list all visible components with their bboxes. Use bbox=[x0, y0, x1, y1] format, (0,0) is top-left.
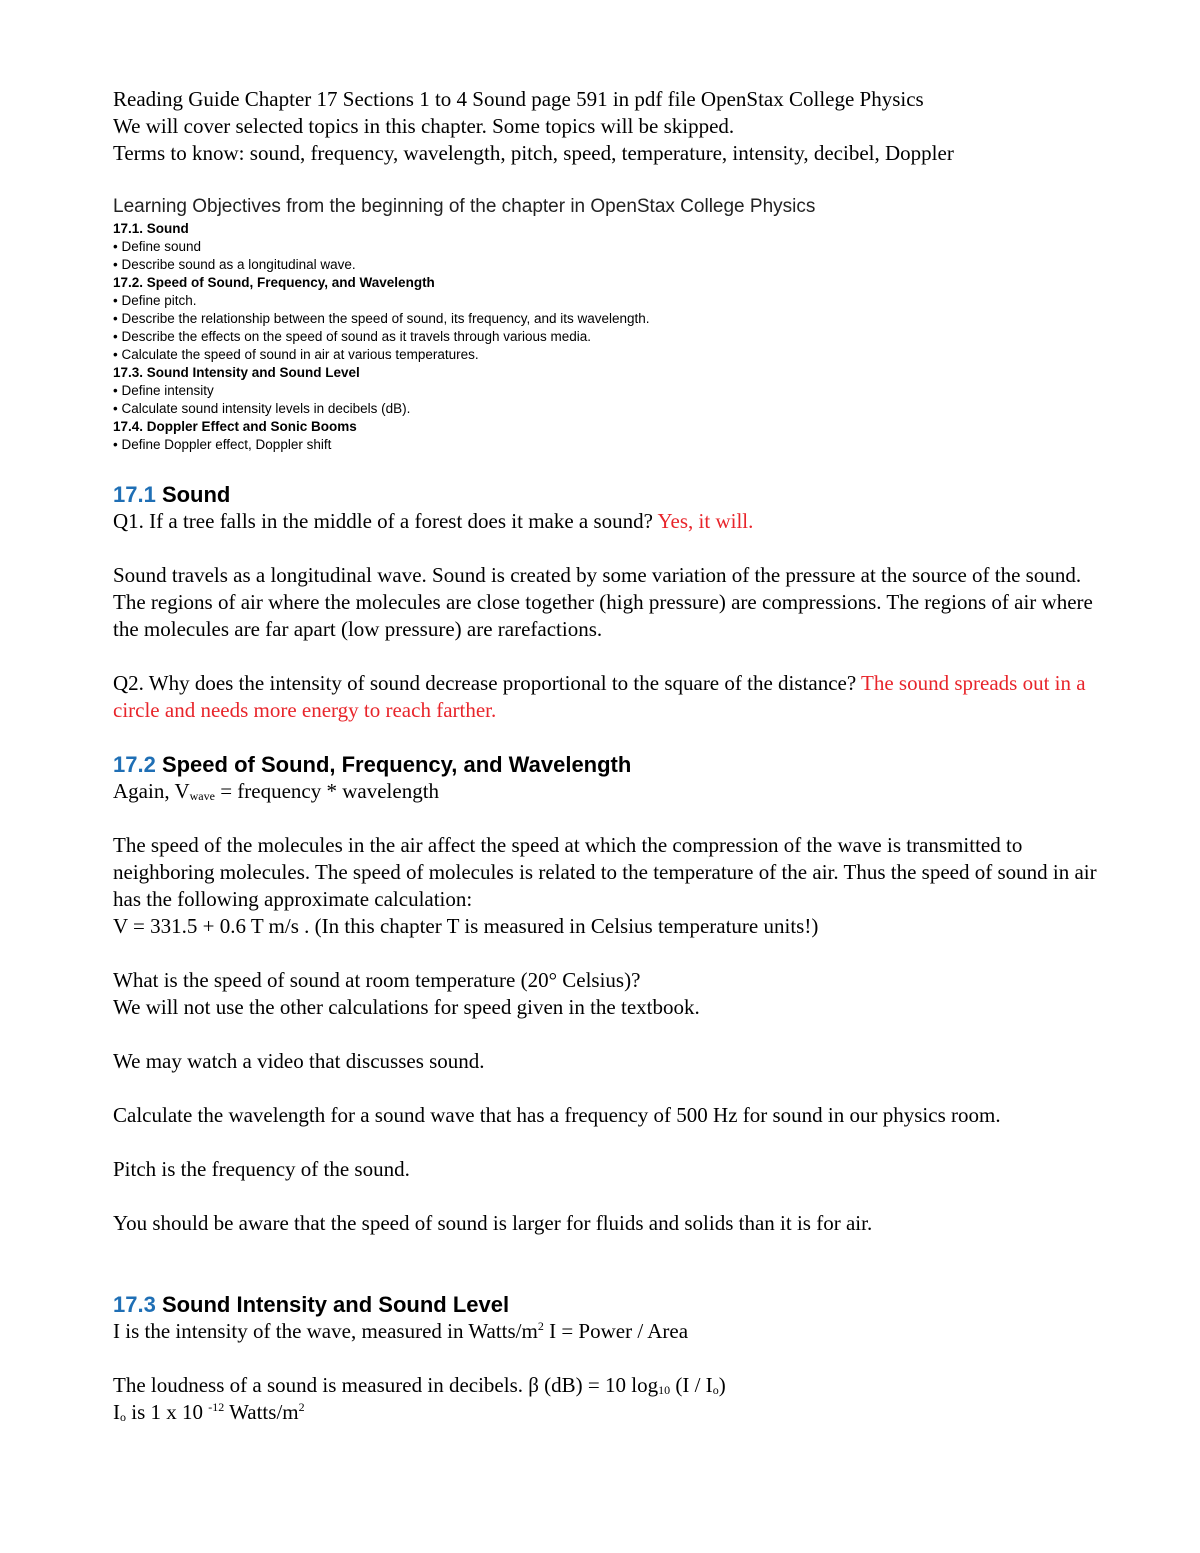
answer-2: The sound spreads out in a circle and needs more energy to reach farther. bbox=[113, 671, 1086, 722]
longitudinal-paragraph: Sound travels as a longitudinal wave. Sound is created by some variation of the pressure at the source of the sound. The regions of air where the molecules are close together (high pressure) are compressions. The regions of air where the molecules are far apart (low pressure) are rarefactions. bbox=[113, 563, 1093, 641]
objective-item: • Define intensity bbox=[113, 383, 214, 398]
intro-line-2: We will cover selected topics in this chapter. Some topics will be skipped. bbox=[113, 114, 735, 138]
objective-item: • Define Doppler effect, Doppler shift bbox=[113, 437, 332, 452]
molecule-speed-paragraph: The speed of the molecules in the air affect the speed at which the compression of the wave is transmitted to neighboring molecules. The speed of molecules is related to the temperature of the air. Thus the speed of sound in air has the following approximate calculation: bbox=[113, 833, 1097, 911]
objectives-heading: Learning Objectives from the beginning of the chapter in OpenStax College Physics bbox=[113, 196, 816, 217]
section-17-3 bbox=[113, 1291, 1113, 1426]
learning-objectives bbox=[113, 194, 1113, 454]
wave-equation: Again, $V_{wave}$ = frequency * wavelength bbox=[113, 779, 440, 803]
media-speed-note: You should be aware that the speed of sound is larger for fluids and solids than it is for air. bbox=[113, 1211, 873, 1235]
objective-section-title: 17.2. Speed of Sound, Frequency, and Wavelength bbox=[113, 275, 435, 290]
objective-section-title: 17.4. Doppler Effect and Sonic Booms bbox=[113, 419, 357, 434]
document-page bbox=[113, 86, 1113, 1426]
section-heading: 17.2 Speed of Sound, Frequency, and Wavelength bbox=[113, 752, 632, 777]
objective-item: • Calculate sound intensity levels in decibels (dB). bbox=[113, 401, 411, 416]
video-note: We may watch a video that discusses sound. bbox=[113, 1049, 485, 1073]
wavelength-exercise: Calculate the wavelength for a sound wave that has a frequency of 500 Hz for sound in our physics room. bbox=[113, 1103, 1001, 1127]
section-17-2 bbox=[113, 751, 1113, 1237]
objective-item: • Describe the relationship between the speed of sound, its frequency, and its wavelength. bbox=[113, 311, 650, 326]
room-temperature-question: What is the speed of sound at room temperature (20° Celsius)? bbox=[113, 968, 641, 992]
intensity-definition: I is the intensity of the wave, measured in Watts/$m^2$ I = Power / Area bbox=[113, 1319, 689, 1343]
objective-section-title: 17.1. Sound bbox=[113, 221, 189, 236]
section-heading: 17.3 Sound Intensity and Sound Level bbox=[113, 1292, 510, 1317]
answer-1: Yes, it will. bbox=[657, 509, 754, 533]
reference-intensity: $I_o$ is 1 x 10 $^{-12}$ Watts/$m^2$ bbox=[113, 1400, 305, 1424]
speed-formula: V = 331.5 + 0.6 T m/s . (In this chapter T is measured in Celsius temperature units!) bbox=[113, 914, 819, 938]
other-calculations-note: We will not use the other calculations for speed given in the textbook. bbox=[113, 995, 700, 1019]
intro-block bbox=[113, 86, 1113, 167]
objectives-list bbox=[113, 220, 1113, 454]
question-1: Q1. If a tree falls in the middle of a forest does it make a sound? Yes, it will. bbox=[113, 509, 754, 533]
objective-section-title: 17.3. Sound Intensity and Sound Level bbox=[113, 365, 360, 380]
pitch-definition: Pitch is the frequency of the sound. bbox=[113, 1157, 410, 1181]
question-2: Q2. Why does the intensity of sound decrease proportional to the square of the distance? The sound spreads out in a circle and needs more energy to reach farther. bbox=[113, 671, 1086, 722]
objective-item: • Define pitch. bbox=[113, 293, 197, 308]
section-heading: 17.1 Sound bbox=[113, 482, 231, 507]
objective-item: • Describe sound as a longitudinal wave. bbox=[113, 257, 356, 272]
objective-item: • Calculate the speed of sound in air at various temperatures. bbox=[113, 347, 479, 362]
intro-line-1: Reading Guide Chapter 17 Sections 1 to 4 Sound page 591 in pdf file OpenStax College Physics bbox=[113, 87, 924, 111]
decibel-formula: The loudness of a sound is measured in decibels. β (dB) = 10 $\log_{10} (I / I_o)$ bbox=[113, 1373, 726, 1397]
section-17-1 bbox=[113, 481, 1113, 724]
objective-item: • Define sound bbox=[113, 239, 202, 254]
objective-item: • Describe the effects on the speed of sound as it travels through various media. bbox=[113, 329, 591, 344]
intro-line-3: Terms to know: sound, frequency, wavelength, pitch, speed, temperature, intensity, decibel, Doppler bbox=[113, 141, 954, 165]
